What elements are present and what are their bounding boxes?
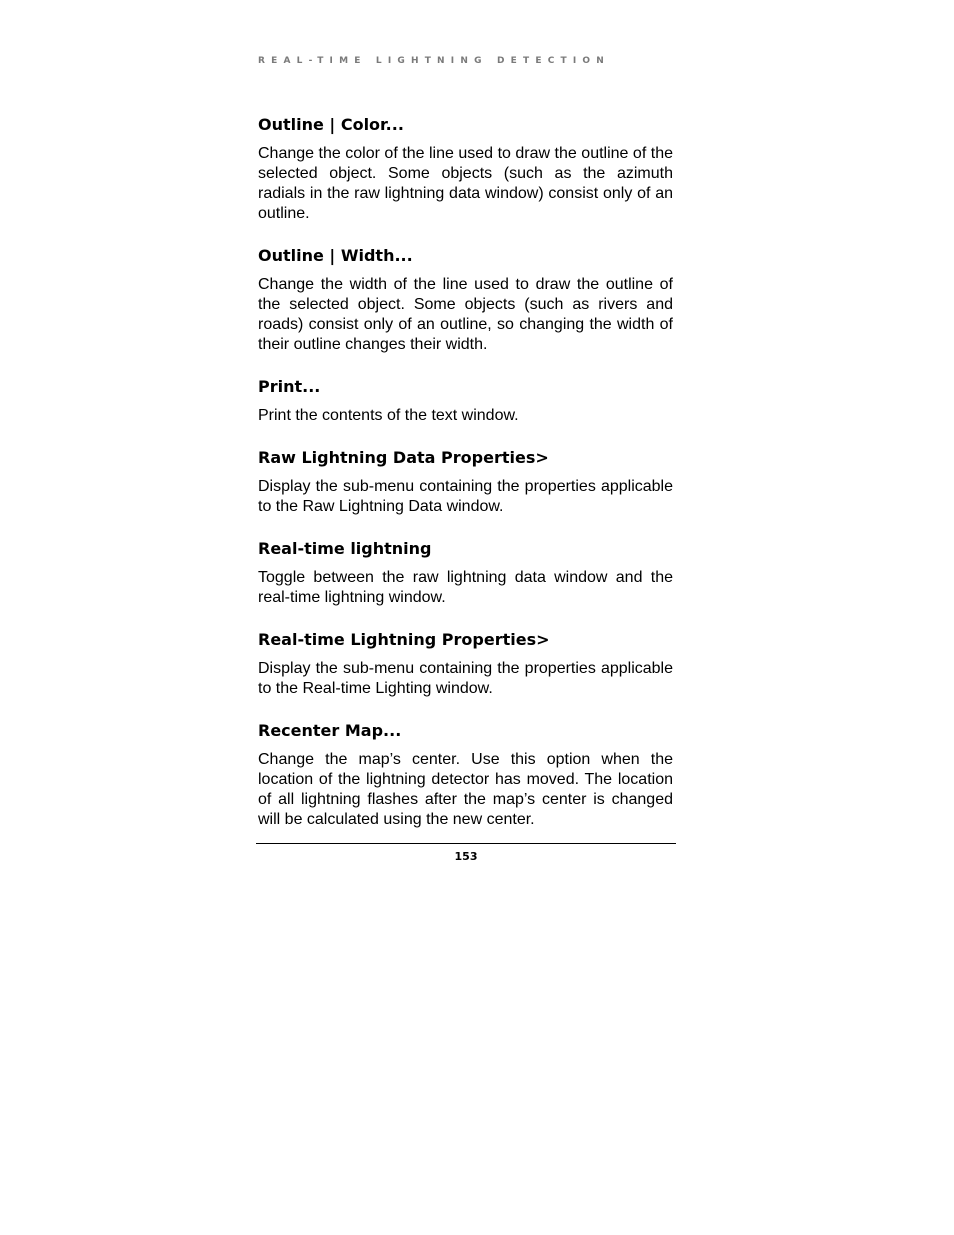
entry-body: Display the sub-menu containing the properties applicable to the Real-time Lighting window.	[258, 660, 673, 697]
footer-divider	[256, 843, 676, 844]
entry-title: Outline | Color...	[258, 115, 404, 134]
entry-outline-width	[258, 245, 673, 355]
entry-raw-lightning-data-properties	[258, 447, 673, 517]
entry-body: Print the contents of the text window.	[258, 407, 519, 424]
entry-body: Toggle between the raw lightning data window and the real-time lightning window.	[258, 569, 673, 606]
entry-body: Change the color of the line used to draw the outline of the selected object. Some objects (such as the azimuth radials in the raw lightning data window) consist only of an outline.	[258, 145, 673, 222]
entry-print	[258, 376, 673, 426]
entry-title: Print...	[258, 377, 321, 396]
entry-real-time-lightning	[258, 538, 673, 608]
entry-body: Display the sub-menu containing the properties applicable to the Raw Lightning Data window.	[258, 478, 673, 515]
entry-title: Real-time Lightning Properties>	[258, 630, 550, 649]
entry-title: Raw Lightning Data Properties>	[258, 448, 549, 467]
entry-body: Change the map’s center. Use this option when the location of the lightning detector has moved. The location of all lightning flashes after the map’s center is changed will be calculated using the new center.	[258, 751, 673, 828]
page-number: 153	[454, 850, 478, 863]
page-content	[258, 114, 673, 851]
entry-body: Change the width of the line used to draw the outline of the selected object. Some objects (such as rivers and roads) consist only of an outline, so changing the width of their outline changes their width.	[258, 276, 673, 353]
running-header: REAL-TIME LIGHTNING DETECTION	[258, 56, 610, 66]
entry-title: Real-time lightning	[258, 539, 432, 558]
entry-title: Outline | Width...	[258, 246, 413, 265]
entry-recenter-map	[258, 720, 673, 830]
entry-real-time-lightning-properties	[258, 629, 673, 699]
entry-outline-color	[258, 114, 673, 224]
entry-title: Recenter Map...	[258, 721, 402, 740]
